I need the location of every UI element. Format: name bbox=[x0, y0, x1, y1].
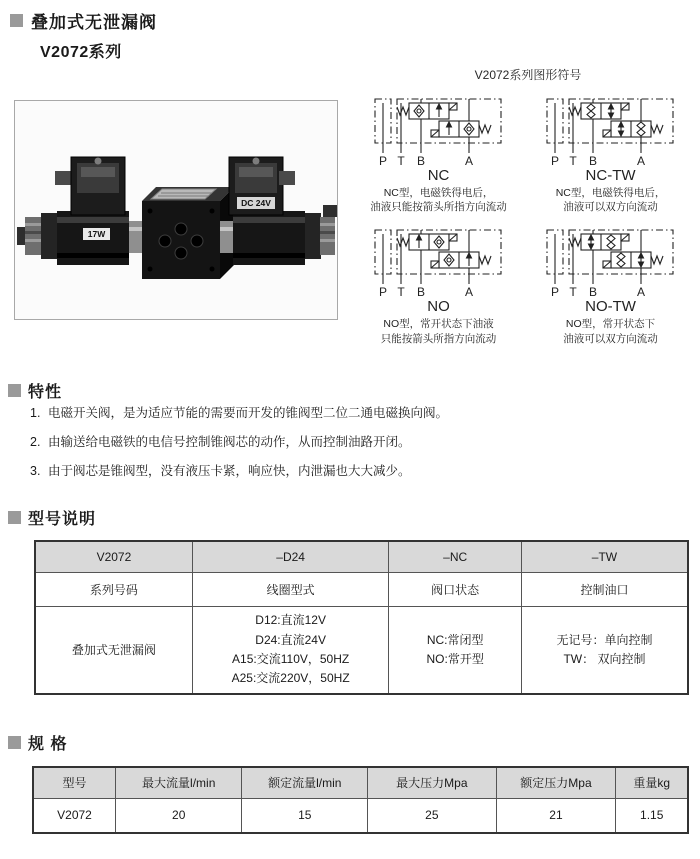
symbol-description bbox=[521, 317, 700, 345]
port-label: T bbox=[396, 154, 405, 168]
section-marker-icon bbox=[10, 14, 23, 27]
model-code-cell: –NC bbox=[389, 541, 522, 572]
spec-header-cell: 最大流量l/min bbox=[116, 767, 242, 798]
features-list bbox=[30, 404, 448, 490]
table-header-row bbox=[33, 767, 688, 798]
feature-item bbox=[30, 462, 448, 481]
model-code-cell: V2072 bbox=[35, 541, 192, 572]
right-solenoid-label: DC 24V bbox=[241, 198, 271, 208]
symbol-desc-line1: NC型，电磁铁得电后， bbox=[383, 187, 494, 199]
port-label: A bbox=[636, 154, 645, 168]
model-code-cell: –TW bbox=[521, 541, 688, 572]
feature-item bbox=[30, 404, 448, 423]
port-label: B bbox=[588, 154, 597, 168]
detail-line: D12:直流12V bbox=[255, 613, 326, 628]
model-code-cell: –D24 bbox=[192, 541, 389, 572]
port-label: T bbox=[396, 285, 405, 300]
spec-value-cell: 15 bbox=[242, 798, 368, 833]
feature-number: 1. bbox=[30, 406, 41, 420]
spec-value-cell: 21 bbox=[496, 798, 616, 833]
symbol-description bbox=[521, 186, 700, 214]
model-label-cell: 控制油口 bbox=[521, 572, 688, 606]
port-label: A bbox=[464, 285, 473, 300]
detail-line: 无记号：单向控制 bbox=[556, 632, 653, 647]
model-heading: 型号说明 bbox=[28, 511, 97, 528]
model-detail-cell bbox=[192, 606, 389, 694]
valve-symbol-no-diagram bbox=[369, 222, 509, 300]
symbol-group-nc-tw bbox=[521, 91, 700, 214]
port-label: P bbox=[378, 285, 387, 300]
port-label: B bbox=[416, 285, 425, 300]
port-label: T bbox=[568, 285, 577, 300]
features-section-head bbox=[8, 379, 62, 402]
features-heading: 特性 bbox=[28, 384, 63, 401]
symbol-desc-line2: 只能按箭头所指方向流动 bbox=[380, 332, 497, 345]
spec-header-cell: 重量kg bbox=[616, 767, 688, 798]
section-marker-icon bbox=[8, 736, 21, 749]
table-row bbox=[35, 606, 688, 694]
port-label: T bbox=[568, 154, 577, 168]
valve-photo-illustration bbox=[15, 101, 337, 319]
model-label-cell: 线圈型式 bbox=[192, 572, 389, 606]
feature-text: 由输送给电磁铁的电信号控制锥阀芯的动作，从而控制油路开闭。 bbox=[48, 434, 411, 449]
page-title: 叠加式无泄漏阀 bbox=[31, 13, 157, 32]
spec-section-head bbox=[8, 731, 67, 754]
spec-header-cell: 型号 bbox=[33, 767, 116, 798]
detail-line: TW： 双向控制 bbox=[563, 651, 646, 666]
symbol-desc-line1: NO型，常开状态下油液 bbox=[383, 318, 494, 331]
specifications-table bbox=[32, 766, 689, 834]
spec-value-cell: 1.15 bbox=[616, 798, 688, 833]
symbol-name: NC bbox=[427, 167, 450, 184]
symbol-group-nc bbox=[356, 91, 521, 214]
section-marker-icon bbox=[8, 511, 21, 524]
table-row bbox=[35, 541, 688, 572]
spec-value-cell: 20 bbox=[116, 798, 242, 833]
symbols-caption: V2072系列图形符号 bbox=[474, 68, 582, 82]
feature-number: 2. bbox=[30, 434, 41, 449]
symbol-desc-line1: NO型，常开状态下 bbox=[565, 318, 656, 331]
feature-item bbox=[30, 433, 448, 452]
symbol-group-no-tw bbox=[521, 222, 700, 345]
symbols-panel bbox=[356, 66, 700, 346]
valve-symbol-nc-diagram bbox=[369, 91, 509, 169]
feature-text: 由于阀芯是锥阀型，没有液压卡紧，响应快，内泄漏也大大减少。 bbox=[48, 463, 411, 478]
model-detail-cell bbox=[389, 606, 522, 694]
port-label: P bbox=[378, 154, 387, 168]
symbol-name: NO-TW bbox=[585, 298, 636, 316]
model-detail-cell: 叠加式无泄漏阀 bbox=[35, 606, 192, 694]
symbol-description bbox=[356, 317, 521, 345]
detail-line: NO:常开型 bbox=[426, 651, 484, 666]
symbol-name: NO bbox=[427, 298, 450, 316]
detail-line: A15:交流110V，50HZ bbox=[232, 651, 350, 666]
port-label: P bbox=[550, 154, 559, 168]
model-designation-table bbox=[34, 540, 689, 695]
symbol-name: NC-TW bbox=[585, 167, 636, 184]
port-label: A bbox=[464, 154, 473, 168]
page-subtitle: V2072系列 bbox=[40, 44, 122, 61]
symbol-group-no bbox=[356, 222, 521, 345]
model-detail-cell bbox=[521, 606, 688, 694]
detail-line: D24:直流24V bbox=[255, 632, 326, 647]
feature-text: 电磁开关阀，是为适应节能的需要而开发的锥阀型二位二通电磁换向阀。 bbox=[48, 406, 449, 420]
table-row bbox=[35, 572, 688, 606]
table-row bbox=[33, 798, 688, 833]
spec-header-cell: 额定流量l/min bbox=[242, 767, 368, 798]
model-label-cell: 阀口状态 bbox=[389, 572, 522, 606]
port-label: A bbox=[636, 285, 645, 300]
left-solenoid-label: 17W bbox=[87, 229, 106, 239]
spec-header-cell: 额定压力Mpa bbox=[496, 767, 616, 798]
page-title-block bbox=[10, 8, 157, 62]
port-label: P bbox=[550, 285, 559, 300]
symbol-desc-line2: 油液只能按箭头所指方向流动 bbox=[370, 201, 507, 214]
port-label: B bbox=[416, 154, 425, 168]
detail-line: NC:常闭型 bbox=[426, 632, 484, 647]
symbol-desc-line2: 油液可以双方向流动 bbox=[563, 201, 658, 214]
model-label-cell: 系列号码 bbox=[35, 572, 192, 606]
spec-value-cell: 25 bbox=[368, 798, 496, 833]
spec-heading: 规 格 bbox=[28, 736, 68, 753]
feature-number: 3. bbox=[30, 463, 41, 478]
spec-value-cell: V2072 bbox=[33, 798, 116, 833]
spec-header-cell: 最大压力Mpa bbox=[368, 767, 496, 798]
detail-line: A25:交流220V，50HZ bbox=[231, 670, 350, 685]
valve-symbol-nc-tw-diagram bbox=[541, 91, 681, 169]
symbol-description bbox=[356, 186, 521, 214]
model-section-head bbox=[8, 506, 96, 529]
section-marker-icon bbox=[8, 384, 21, 397]
product-photo bbox=[14, 100, 338, 320]
valve-symbol-no-tw-diagram bbox=[541, 222, 681, 300]
symbol-desc-line2: 油液可以双方向流动 bbox=[563, 332, 658, 345]
port-label: B bbox=[588, 285, 597, 300]
symbol-desc-line1: NC型，电磁铁得电后， bbox=[555, 187, 666, 199]
